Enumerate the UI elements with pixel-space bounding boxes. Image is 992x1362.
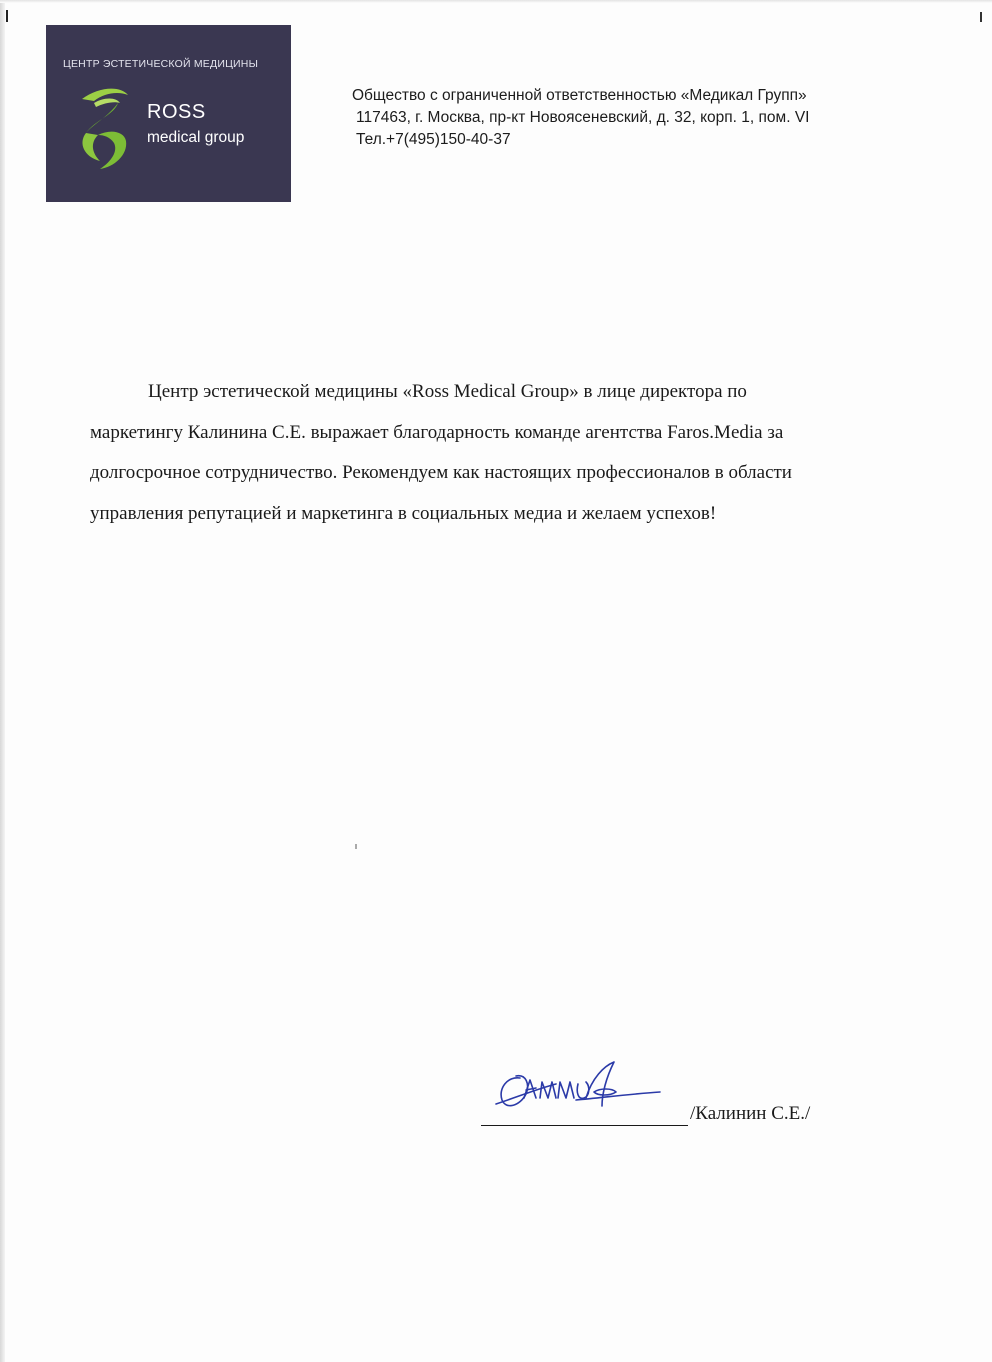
scan-speck [355,844,357,849]
letter-line: маркетингу Калинина С.Е. выражает благодарность команде агентства Faros.Media за [90,421,784,443]
company-name: Общество с ограниченной ответственностью «Медикал Групп» [352,87,807,104]
scan-mark [6,10,8,22]
signature-line [481,1125,688,1126]
letter-line: Центр эстетической медицины «Ross Medical Group» в лице директора по [148,381,747,402]
handwritten-signature [490,1058,665,1120]
scan-edge-top [0,0,992,3]
letter-line: долгосрочное сотрудничество. Рекомендуем как настоящих профессионалов в области [90,462,792,483]
scan-edge-left [0,0,5,1362]
scan-mark [980,12,982,22]
signatory-name: /Калинин С.Е./ [690,1103,811,1124]
logo-brand-sub: medical group [147,129,245,146]
company-phone: Тел.+7(495)150-40-37 [356,131,511,148]
ross-emblem-icon [74,77,134,177]
logo-tagline: ЦЕНТР ЭСТЕТИЧЕСКОЙ МЕДИЦИНЫ [63,58,259,70]
company-info [352,85,809,151]
company-address: 117463, г. Москва, пр-кт Новоясеневский, д. 32, корп. 1, пом. VI [356,109,810,126]
company-logo [46,25,291,202]
letter-body [90,372,850,534]
logo-brand: ROSS [147,101,206,123]
letter-line: управления репутацией и маркетинга в социальных медиа и желаем успехов! [90,502,717,524]
